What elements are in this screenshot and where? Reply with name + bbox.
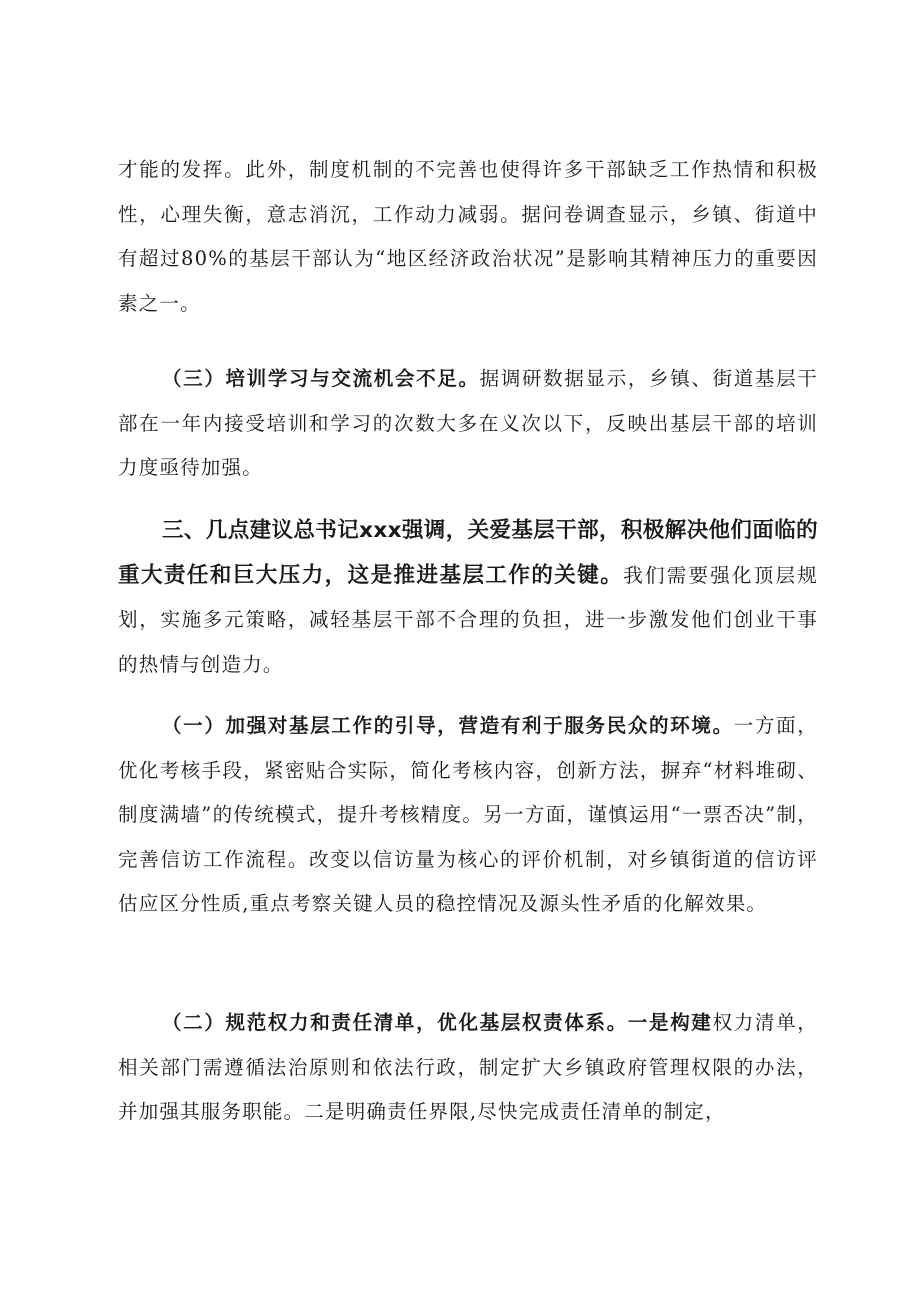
paragraph-text: 一方面，优化考核手段，紧密贴合实际，简化考核内容，创新方法，摒弃“材料堆砌、制度满墙”的传统模式，提升考核精度。另一方面，谨慎运用“一票否决”制，完善信访工作流程。改变以信访量为核心的评价机制，对乡镇街道的信访评估应区分性质,重点考察关键人员的稳控情况及源头性矛盾的化解效果。 bbox=[118, 714, 818, 915]
section-heading-2: （二）规范权力和责任清单，优化基层权责体系。一是构建 bbox=[162, 1011, 713, 1034]
paragraph-guidance bbox=[118, 704, 818, 927]
paragraph-pressure-factors bbox=[118, 148, 818, 326]
paragraph-text: 据调研数据显示，乡镇、街道基层干部在一年内接受培训和学习的次数大多在义次以下，反映出基层干部的培训力度亟待加强。 bbox=[118, 367, 818, 479]
paragraph-training-shortage bbox=[118, 357, 818, 491]
chapter-heading-3: 三、几点建议总书记xxx强调，关爱基层干部，积极解决他们面临的重大责任和巨大压力，这是推进基层工作的关键。 bbox=[118, 518, 819, 588]
paragraph-text: 权力清单，相关部门需遵循法治原则和依法行政，制定扩大乡镇政府管理权限的办法，并加强其服务职能。二是明确责任界限,尽快完成责任清单的制定， bbox=[118, 1011, 818, 1123]
paragraph-text: 我们需要强化顶层规划，实施多元策略，减轻基层干部不合理的负担，进一步激发他们创业干事的热情与创造力。 bbox=[118, 563, 818, 676]
section-heading-3: （三）培训学习与交流机会不足。 bbox=[162, 367, 480, 390]
section-heading-1: （一）加强对基层工作的引导，营造有利于服务民众的环境。 bbox=[162, 714, 734, 737]
paragraph-text: 才能的发挥。此外，制度机制的不完善也使得许多干部缺乏工作热情和积极性，心理失衡，意志消沉，工作动力减弱。据问卷调查显示，乡镇、街道中有超过80%的基层干部认为“地区经济政治状况”是影响其精神压力的重要因素之一。 bbox=[118, 158, 818, 315]
paragraph-suggestions bbox=[118, 509, 818, 687]
paragraph-power-responsibility bbox=[118, 1001, 818, 1135]
